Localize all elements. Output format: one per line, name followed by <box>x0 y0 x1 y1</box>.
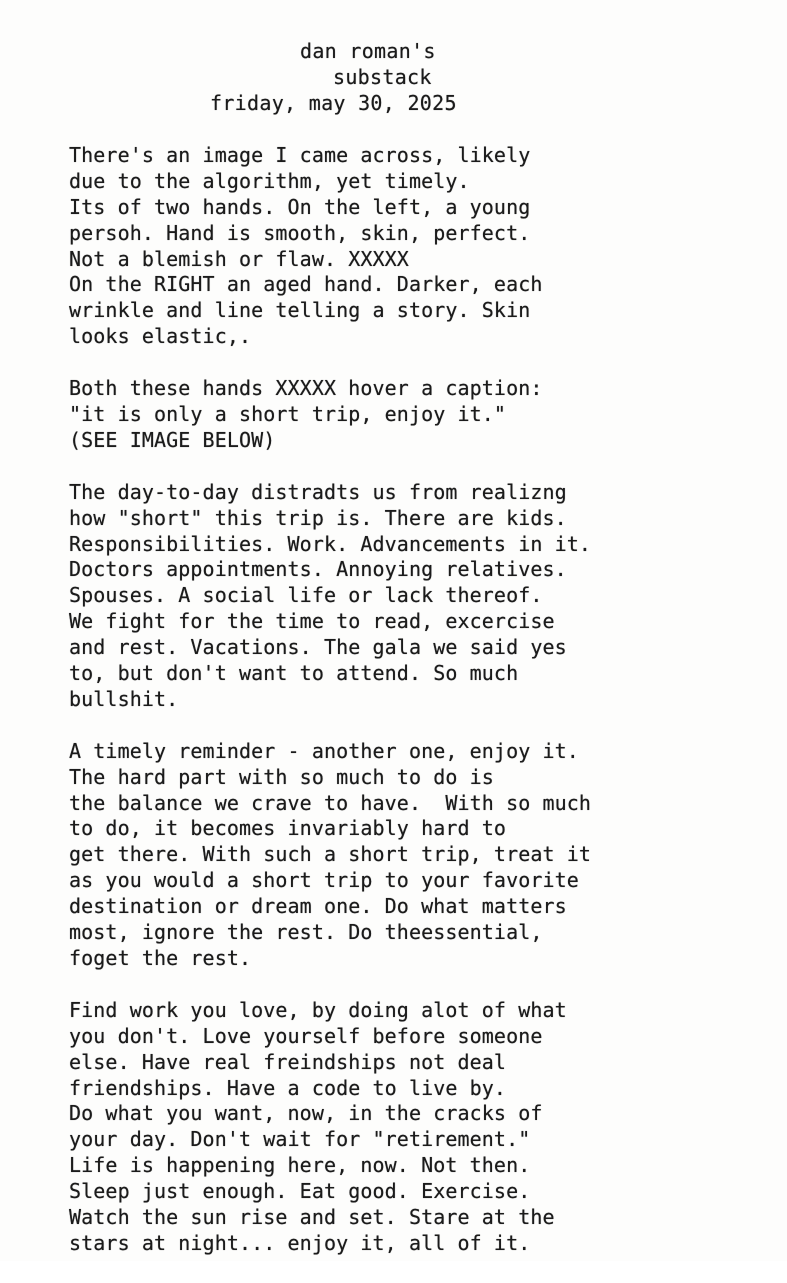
text-line: Spouses. A social life or lack thereof. <box>69 583 543 608</box>
text-line: due to the algorithm, yet timely. <box>69 168 470 193</box>
text-line: The day-to-day distradts us from realizng <box>69 479 567 504</box>
text-line: Both these hands XXXXX hover a caption: <box>69 376 543 401</box>
text-line: and rest. Vacations. The gala we said yes <box>69 635 567 660</box>
text-line: destination or dream one. Do what matters <box>69 894 567 919</box>
text-line: Its of two hands. On the left, a young <box>69 194 531 219</box>
text-line: Sleep just enough. Eat good. Exercise. <box>69 1179 531 1204</box>
text-line: looks elastic,. <box>69 324 252 349</box>
publication-line: substack <box>333 65 432 89</box>
text-line: your day. Don't wait for "retirement." <box>69 1127 531 1152</box>
text-line: as you would a short trip to your favorite <box>69 868 579 893</box>
text-line: The hard part with so much to do is <box>69 764 494 789</box>
text-line: how "short" this trip is. There are kids. <box>69 505 567 530</box>
text-line: get there. With such a short trip, treat it <box>69 842 592 867</box>
paragraph-4 <box>69 739 769 972</box>
text-line: Find work you love, by doing alot of what <box>69 997 567 1022</box>
text-line: A timely reminder - another one, enjoy it. <box>69 738 579 763</box>
text-line: There's an image I came across, likely <box>69 143 531 167</box>
text-line: bullshit. <box>69 686 179 711</box>
text-line: Not a blemish or flaw. XXXXX <box>69 246 409 271</box>
header <box>0 38 787 116</box>
text-line: to, but don't want to attend. So much <box>69 661 519 686</box>
text-line: Life is happening here, now. Not then. <box>69 1153 531 1178</box>
paragraph-3 <box>69 480 769 713</box>
text-line: the balance we crave to have. With so much <box>69 790 592 815</box>
text-line: most, ignore the rest. Do theessential, <box>69 920 543 945</box>
paragraph-2 <box>69 376 769 454</box>
paragraph-5 <box>69 998 769 1257</box>
date-line: friday, may 30, 2025 <box>210 91 457 115</box>
text-line: (SEE IMAGE BELOW) <box>69 427 276 452</box>
text-line: stars at night... enjoy it, all of it. <box>69 1230 531 1255</box>
text-line: Do what you want, now, in the cracks of <box>69 1101 543 1126</box>
text-line: you don't. Love yourself before someone <box>69 1023 543 1048</box>
text-line: foget the rest. <box>69 945 252 970</box>
text-line: "it is only a short trip, enjoy it." <box>69 402 507 427</box>
text-line: else. Have real freindships not deal <box>69 1049 507 1074</box>
text-line: Responsibilities. Work. Advancements in it. <box>69 531 592 556</box>
text-line: friendships. Have a code to live by. <box>69 1075 507 1100</box>
text-line: Doctors appointments. Annoying relatives. <box>69 557 567 582</box>
text-line: persoh. Hand is smooth, skin, perfect. <box>69 220 531 245</box>
text-line: wrinkle and line telling a story. Skin <box>69 298 531 323</box>
text-line: to do, it becomes invariably hard to <box>69 816 507 841</box>
text-line: On the RIGHT an aged hand. Darker, each <box>69 272 543 297</box>
body-text <box>69 143 769 1283</box>
paragraph-1 <box>69 143 769 350</box>
text-line: Watch the sun rise and set. Stare at the <box>69 1204 555 1229</box>
author-line: dan roman's <box>300 39 436 63</box>
text-line: We fight for the time to read, excercise <box>69 609 555 634</box>
